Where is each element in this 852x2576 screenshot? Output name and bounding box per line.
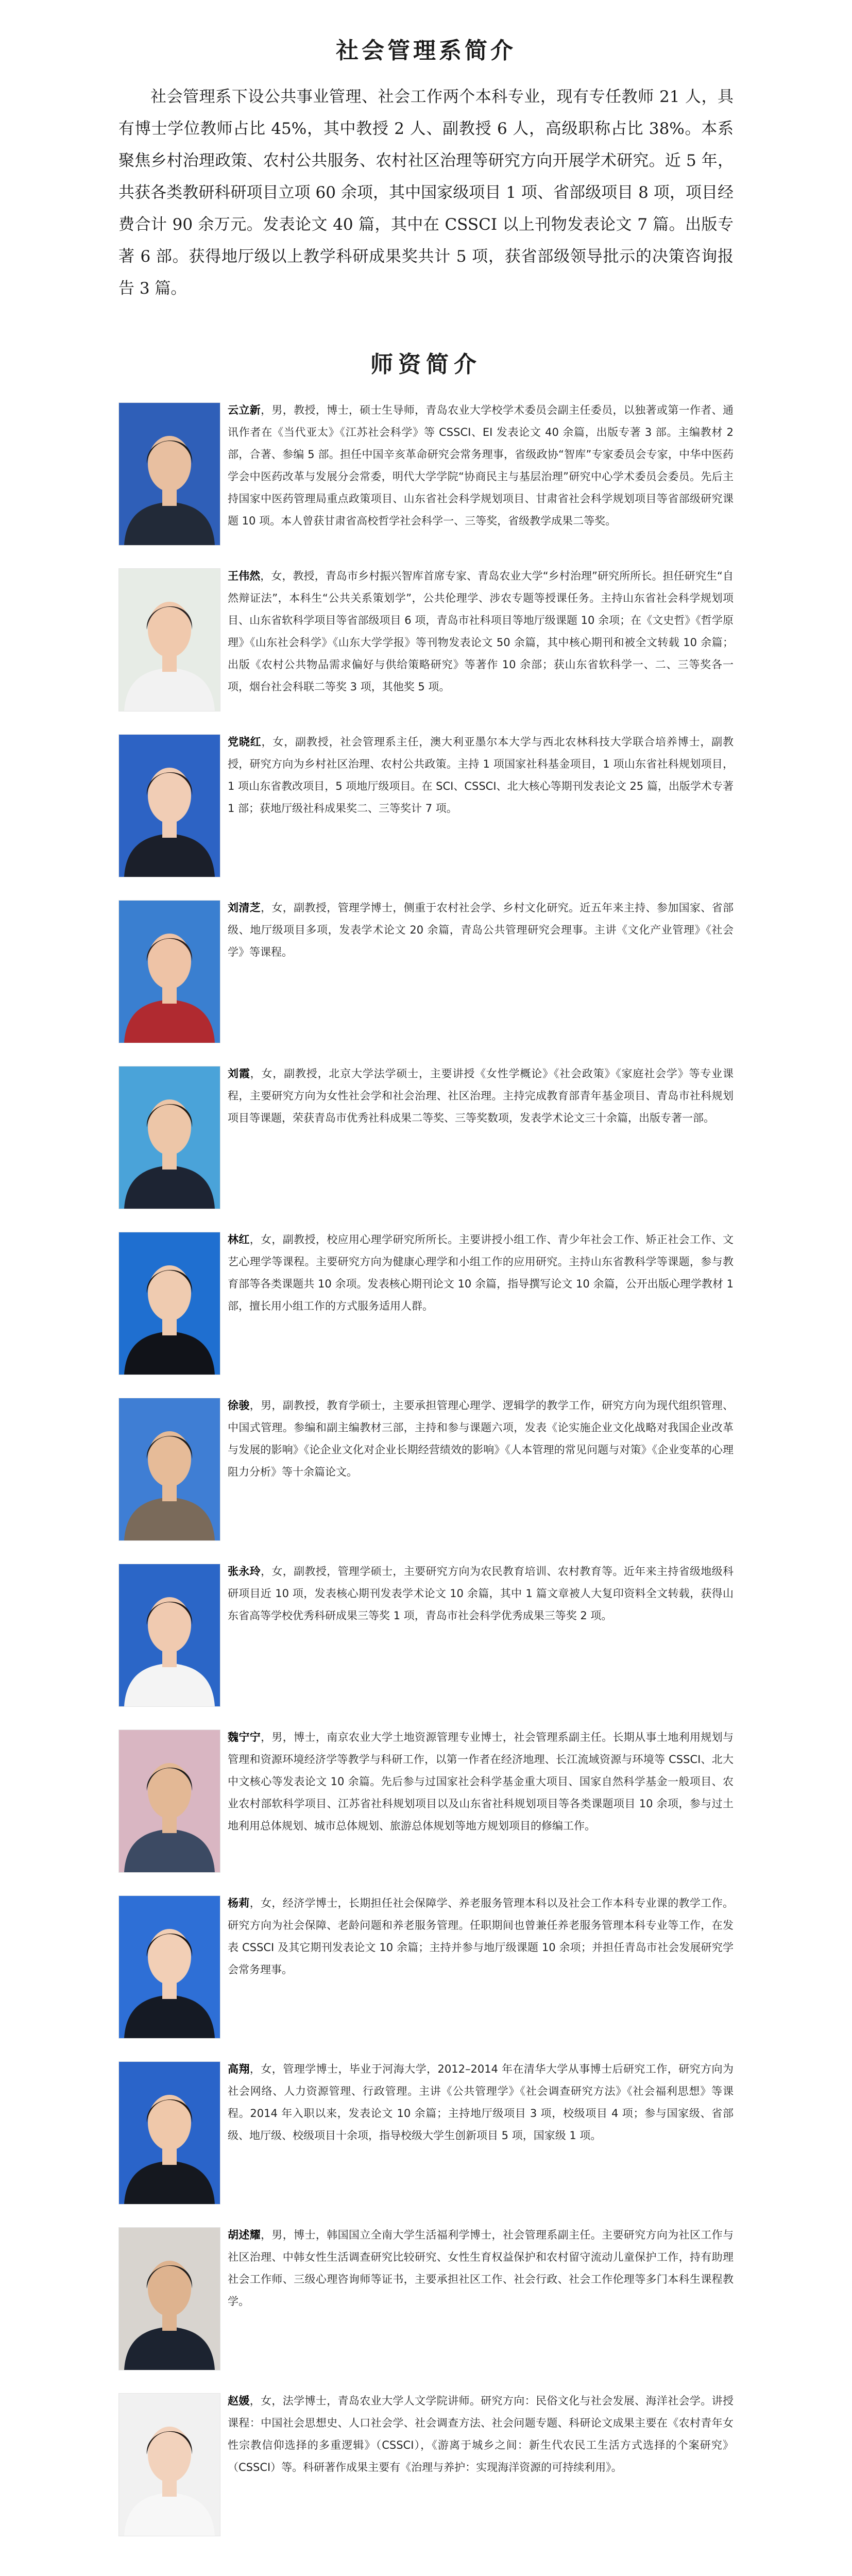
staff-bio-text: ，男，副教授，教育学硕士，主要承担管理心理学、逻辑学的教学工作，研究方向为现代组织管理、中国式管理。参编和副主编教材三部，主持和参与课题六项，发表《论实施企业文化战略对我国企业改革与发展的影响》《论企业文化对企业长期经营绩效的影响》《人本管理的常见问题与对策》《企业变革的心理阻力分析》等十余篇论文。 — [228, 1399, 734, 1479]
staff-item — [118, 1561, 734, 1707]
staff-bio — [228, 399, 734, 532]
staff-bio-text: ，男，博士，南京农业大学土地资源管理专业博士，社会管理系副主任。长期从事土地利用规划与管理和资源环境经济学等教学与科研工作，以第一作者在经济地理、长江流域资源与环境等 CSSCI、北大中文核心等发表论文 10 余篇。先后参与过国家社会科学基金重大项目、国家自然科学基金一般项目、农业农村部软科学项目、江苏省社科规划项目以及山东省社科规划项目等各类课题项目 10 余项，参与过土地利用总体规划、城市总体规划、旅游总体规划等地方规划项目的修编工作。 — [228, 1731, 734, 1833]
staff-name: 刘霞 — [228, 1067, 250, 1080]
staff-bio — [228, 1561, 734, 1627]
staff-name: 刘清芝 — [228, 902, 261, 914]
staff-item — [118, 2224, 734, 2370]
staff-photo — [118, 2061, 220, 2205]
staff-bio-text: ，女，副教授，校应用心理学研究所所长。主要讲授小组工作、青少年社会工作、矫正社会工作、文艺心理学等课程。主要研究方向为健康心理学和小组工作的应用研究。主持山东省教科学等课题，参与教育部等各类课题共 10 余项。发表核心期刊论文 10 余篇，指导撰写论文 10 余篇，公开出版心理学教材 1 部，擅长用小组工作的方式服务适用人群。 — [228, 1233, 734, 1313]
staff-bio-text: ，女，副教授，北京大学法学硕士，主要讲授《女性学概论》《社会政策》《家庭社会学》等专业课程，主要研究方向为女性社会学和社会治理、社区治理。主持完成教育部青年基金项目、青岛市社科规划项目等课题，荣获青岛市优秀社科成果二等奖、三等奖数项，发表学术论文三十余篇，出版专著一部。 — [228, 1067, 734, 1125]
staff-photo — [118, 402, 220, 546]
staff-bio — [228, 1229, 734, 1317]
staff-photo — [118, 2227, 220, 2370]
page — [118, 36, 734, 2556]
dept-intro: 社会管理系下设公共事业管理、社会工作两个本科专业，现有专任教师 21 人，具有博士学位教师占比 45%，其中教授 2 人、副教授 6 人，高级职称占比 38%。本系聚焦乡村治理政策、农村公共服务、农村社区治理等研究方向开展学术研究。近 5 年，共获各类教研科研项目立项 60 余项，其中国家级项目 1 项、省部级项目 8 项，项目经费合计 90 余万元。发表论文 40 篇，其中在 CSSCI 以上刊物发表论文 7 篇。出版专著 6 部。获得地厅级以上教学科研成果奖共计 5 项，获省部级领导批示的决策咨询报告 3 篇。 — [118, 88, 734, 298]
staff-photo — [118, 568, 220, 711]
staff-name: 王伟然 — [228, 570, 261, 583]
staff-photo — [118, 1730, 220, 1873]
staff-bio-text: ，女，副教授，管理学博士，侧重于农村社会学、乡村文化研究。近五年来主持、参加国家、省部级、地厅级项目多项，发表学术论文 20 余篇，青岛公共管理研究会理事。主讲《文化产业管理》《社会学》等课程。 — [228, 902, 734, 959]
staff-name: 魏宁宁 — [228, 1731, 261, 1744]
staff-bio — [228, 2224, 734, 2313]
staff-item — [118, 399, 734, 546]
staff-bio-text: ，女，管理学博士，毕业于河海大学，2012–2014 年在清华大学从事博士后研究工作，研究方向为社会网络、人力资源管理、行政管理。主讲《公共管理学》《社会调查研究方法》《社会福利思想》等课程。2014 年入职以来，发表论文 10 余篇；主持地厅级项目 3 项，校级项目 4 项；参与国家级、省部级、地厅级、校级项目十余项，指导校级大学生创新项目 5 项，国家级 1 项。 — [228, 2063, 734, 2142]
staff-photo — [118, 1564, 220, 1707]
staff-item — [118, 731, 734, 877]
staff-name: 张永玲 — [228, 1565, 261, 1578]
staff-item — [118, 565, 734, 711]
staff-name: 徐骏 — [228, 1399, 250, 1412]
staff-bio-text: ，女，教授，青岛市乡村振兴智库首席专家、青岛农业大学“乡村治理”研究所所长。担任研究生“自然辩证法”，本科生“公共关系策划学”，公共伦理学、涉农专题等授课任务。主持山东省社会科学规划项目、山东省软科学项目等省部级项目 6 项，青岛市社科项目等地厅级课题 10 余项；在《文史哲》《哲学原理》《山东社会科学》《山东大学学报》等刊物发表论文 50 余篇，其中核心期刊和被全文转载 10 余篇；出版《农村公共物品需求偏好与供给策略研究》等著作 10 余部；获山东省软科学一、二、三等奖各一项，烟台社会科联二等奖 3 项，其他奖 5 项。 — [228, 570, 734, 693]
staff-bio-text: ，女，副教授，管理学硕士，主要研究方向为农民教育培训、农村教育等。近年来主持省级地级科研项目近 10 项，发表核心期刊发表学术论文 10 余篇，其中 1 篇文章被人大复印资料全文转载，获得山东省高等学校优秀科研成果三等奖 1 项，青岛市社会科学优秀成果三等奖 2 项。 — [228, 1565, 734, 1622]
staff-bio — [228, 1063, 734, 1129]
staff-photo — [118, 1232, 220, 1375]
staff-name: 党晓红 — [228, 736, 262, 749]
staff-bio — [228, 897, 734, 963]
staff-bio — [228, 731, 734, 820]
staff-section-title: 师资简介 — [370, 351, 482, 378]
staff-photo — [118, 734, 220, 877]
staff-bio — [228, 2058, 734, 2147]
staff-item — [118, 1395, 734, 1541]
staff-photo — [118, 1895, 220, 2039]
staff-bio-text: ，女，法学博士，青岛农业大学人文学院讲师。研究方向：民俗文化与社会发展、海洋社会学。讲授课程：中国社会思想史、人口社会学、社会调查方法、社会问题专题、科研论文成果主要在《农村青年女性宗教信仰选择的多重逻辑》（CSSCI），《游离于城乡之间：新生代农民工生活方式选择的个案研究》（CSSCI）等。科研著作成果主要有《治理与养护：实现海洋资源的可持续利用》。 — [228, 2395, 734, 2474]
staff-bio — [228, 565, 734, 698]
staff-item — [118, 1892, 734, 2039]
staff-photo — [118, 1398, 220, 1541]
staff-item — [118, 1063, 734, 1209]
staff-bio — [228, 1726, 734, 1837]
staff-bio — [228, 1892, 734, 1981]
staff-bio — [228, 2390, 734, 2479]
staff-bio-text: ，男，博士，韩国国立全南大学生活福利学博士，社会管理系副主任。主要研究方向为社区工作与社区治理、中韩女性生活调查研究比较研究、女性生育权益保护和农村留守流动儿童保护工作，持有助理社会工作师、三级心理咨询师等证书，主要承担社区工作、社会行政、社会工作伦理等多门本科生课程教学。 — [228, 2229, 734, 2308]
staff-bio — [228, 1395, 734, 1483]
staff-name: 云立新 — [228, 404, 261, 417]
staff-item — [118, 2390, 734, 2536]
staff-photo — [118, 2393, 220, 2536]
staff-name: 林红 — [228, 1233, 250, 1246]
staff-photo — [118, 1066, 220, 1209]
staff-item — [118, 897, 734, 1043]
staff-bio-text: ，男，教授，博士，硕士生导师，青岛农业大学校学术委员会副主任委员，以独著或第一作者、通讯作者在《当代亚太》《江苏社会科学》等 CSSCI、EI 发表论文 40 余篇，出版专著 3 部。主编教材 2 部，合著、参编 5 部。担任中国辛亥革命研究会常务理事，省级政协“智库”专家委员会专家，中华中医药学会中医药改革与发展分会常委，明代大学学院“协商民主与基层治理”研究中心学术委员会委员。先后主持国家中医药管理局重点政策项目、山东省社会科学规划项目、甘肃省社会科学规划项目等省部级研究课题 10 项。本人曾获甘肃省高校哲学社会科学一、三等奖，省级教学成果二等奖。 — [228, 404, 734, 528]
staff-name: 杨莉 — [228, 1897, 250, 1910]
staff-item — [118, 2058, 734, 2205]
staff-item — [118, 1726, 734, 1873]
staff-item — [118, 1229, 734, 1375]
staff-list — [118, 399, 734, 2536]
staff-name: 胡述耀 — [228, 2229, 261, 2242]
staff-name: 赵媛 — [228, 2395, 250, 2408]
staff-bio-text: ，女，经济学博士，长期担任社会保障学、养老服务管理本科以及社会工作本科专业课的教学工作。研究方向为社会保障、老龄问题和养老服务管理。任职期间也曾兼任养老服务管理本科专业等工作，在发表 CSSCI 及其它期刊发表论文 10 余篇；主持并参与地厅级课题 10 余项；并担任青岛市社会发展研究学会常务理事。 — [228, 1897, 734, 1976]
staff-photo — [118, 900, 220, 1043]
dept-title: 社会管理系简介 — [336, 38, 516, 64]
staff-bio-text: ，女，副教授，社会管理系主任，澳大利亚墨尔本大学与西北农林科技大学联合培养博士，副教授，研究方向为乡村社区治理、农村公共政策。主持 1 项国家社科基金项目，1 项山东省社科规划项目，1 项山东省教改项目，5 项地厅级项目。在 SCI、CSSCI、北大核心等期刊发表论文 25 篇，出版学术专著 1 部；获地厅级社科成果奖二、三等奖计 7 项。 — [228, 736, 734, 815]
staff-name: 高翔 — [228, 2063, 250, 2076]
